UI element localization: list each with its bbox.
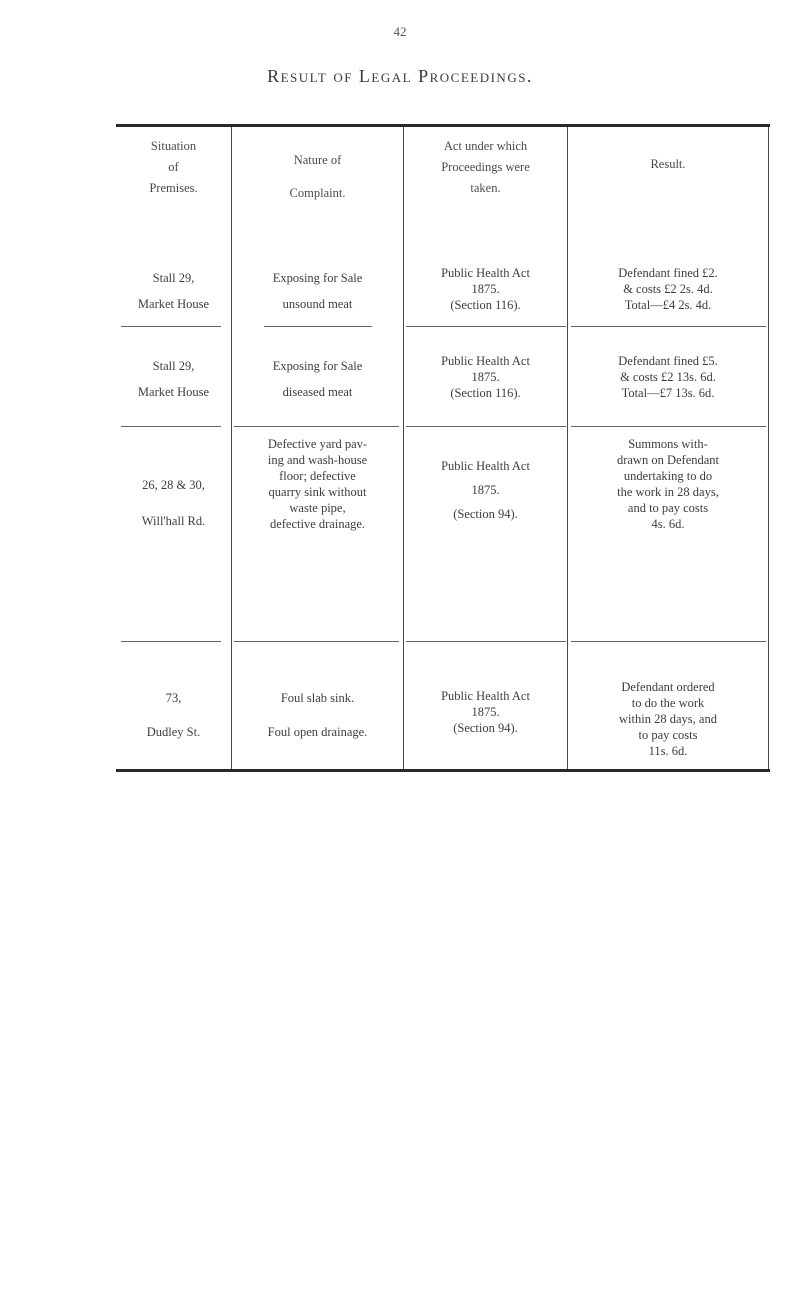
column-divider	[403, 127, 404, 769]
cell-text: & costs £2 2s. 4d.	[623, 282, 713, 296]
header-text: Proceedings were	[441, 160, 530, 174]
cell-text: 1875.	[471, 705, 500, 719]
cell-text: (Section 116).	[450, 386, 521, 400]
table-row-3-situation	[116, 467, 231, 539]
row-separator	[121, 326, 221, 327]
page-number: 42	[393, 24, 407, 39]
cell-text: Dudley St.	[146, 725, 201, 739]
cell-text: Public Health Act	[441, 266, 530, 280]
table-row-4-result	[568, 679, 768, 759]
cell-text: Will'hall Rd.	[141, 514, 206, 528]
cell-text: Foul open drainage.	[267, 725, 368, 739]
header-result	[568, 157, 768, 172]
cell-text: Market House	[137, 385, 210, 399]
row-separator	[406, 641, 566, 642]
cell-text: Exposing for Sale	[272, 271, 363, 285]
cell-text: 1875.	[471, 282, 500, 296]
table-row-1-nature	[232, 265, 403, 317]
cell-text: Market House	[137, 297, 210, 311]
cell-text: (Section 116).	[450, 298, 521, 312]
table-row-4-nature	[232, 681, 403, 749]
table-row-4-situation	[116, 681, 231, 749]
cell-text: (Section 94).	[453, 721, 518, 735]
cell-text: within 28 days, and	[619, 712, 717, 726]
cell-text: Defendant fined £2.	[618, 266, 718, 280]
cell-text: diseased meat	[282, 385, 353, 399]
row-separator	[264, 326, 372, 327]
header-text: taken.	[470, 181, 501, 195]
header-text: Premises.	[149, 181, 198, 195]
row-separator	[571, 641, 766, 642]
row-separator	[121, 426, 221, 427]
header-text: of	[168, 160, 179, 174]
table-row-3-act	[404, 454, 567, 526]
table-row-4-act	[404, 688, 567, 736]
table-row-3-nature	[232, 436, 403, 532]
cell-text: 73,	[165, 691, 182, 705]
table-row-2-act	[404, 353, 567, 401]
table-row-2-result	[568, 353, 768, 401]
cell-text: waste pipe,	[289, 501, 346, 515]
cell-text: 1875.	[471, 483, 500, 497]
cell-text: 26, 28 & 30,	[142, 478, 205, 492]
cell-text: Stall 29,	[152, 359, 195, 373]
cell-text: Public Health Act	[441, 459, 530, 473]
table-top-rule	[116, 124, 770, 127]
cell-text: Public Health Act	[441, 689, 530, 703]
cell-text: to pay costs	[638, 728, 698, 742]
cell-text: unsound meat	[282, 297, 353, 311]
cell-text: (Section 94).	[453, 507, 518, 521]
row-separator	[121, 641, 221, 642]
cell-text: 11s. 6d.	[648, 744, 688, 758]
cell-text: and to pay costs	[627, 501, 709, 515]
header-act	[404, 136, 567, 199]
table-row-1-situation	[116, 265, 231, 317]
table-bottom-rule	[116, 769, 770, 772]
cell-text: Public Health Act	[441, 354, 530, 368]
table-row-1-act	[404, 265, 567, 313]
cell-text: Exposing for Sale	[272, 359, 363, 373]
header-text: Result.	[650, 157, 686, 171]
cell-text: Summons with-	[628, 437, 708, 451]
header-nature	[232, 144, 403, 210]
cell-text: Total—£4 2s. 4d.	[624, 298, 712, 312]
cell-text: Foul slab sink.	[280, 691, 355, 705]
header-text: Act under which	[443, 139, 528, 153]
cell-text: the work in 28 days,	[617, 485, 719, 499]
table-row-1-result	[568, 265, 768, 313]
cell-text: quarry sink without	[268, 485, 367, 499]
cell-text: & costs £2 13s. 6d.	[620, 370, 716, 384]
row-separator	[406, 326, 566, 327]
page-title: Result of Legal Proceedings.	[267, 66, 533, 86]
cell-text: 1875.	[471, 370, 500, 384]
cell-text: Total—£7 13s. 6d.	[621, 386, 715, 400]
column-divider	[768, 127, 769, 769]
cell-text: Defendant fined £5.	[618, 354, 718, 368]
cell-text: Defective yard pav-	[267, 437, 368, 451]
row-separator	[234, 426, 399, 427]
cell-text: Stall 29,	[152, 271, 195, 285]
table-row-3-result	[568, 436, 768, 532]
header-text: Situation	[150, 139, 197, 153]
row-separator	[571, 426, 766, 427]
cell-text: 4s. 6d.	[651, 517, 685, 531]
cell-text: ing and wash-house	[267, 453, 368, 467]
header-situation	[116, 136, 231, 199]
header-text: Complaint.	[289, 186, 346, 200]
cell-text: to do the work	[631, 696, 705, 710]
cell-text: drawn on Defendant	[616, 453, 720, 467]
row-separator	[234, 641, 399, 642]
row-separator	[571, 326, 766, 327]
header-text: Nature of	[293, 153, 342, 167]
cell-text: floor; defective	[279, 469, 356, 483]
cell-text: undertaking to do	[623, 469, 713, 483]
table-row-2-situation	[116, 353, 231, 405]
cell-text: Defendant ordered	[621, 680, 715, 694]
table-row-2-nature	[232, 353, 403, 405]
cell-text: defective drainage.	[269, 517, 366, 531]
row-separator	[406, 426, 566, 427]
